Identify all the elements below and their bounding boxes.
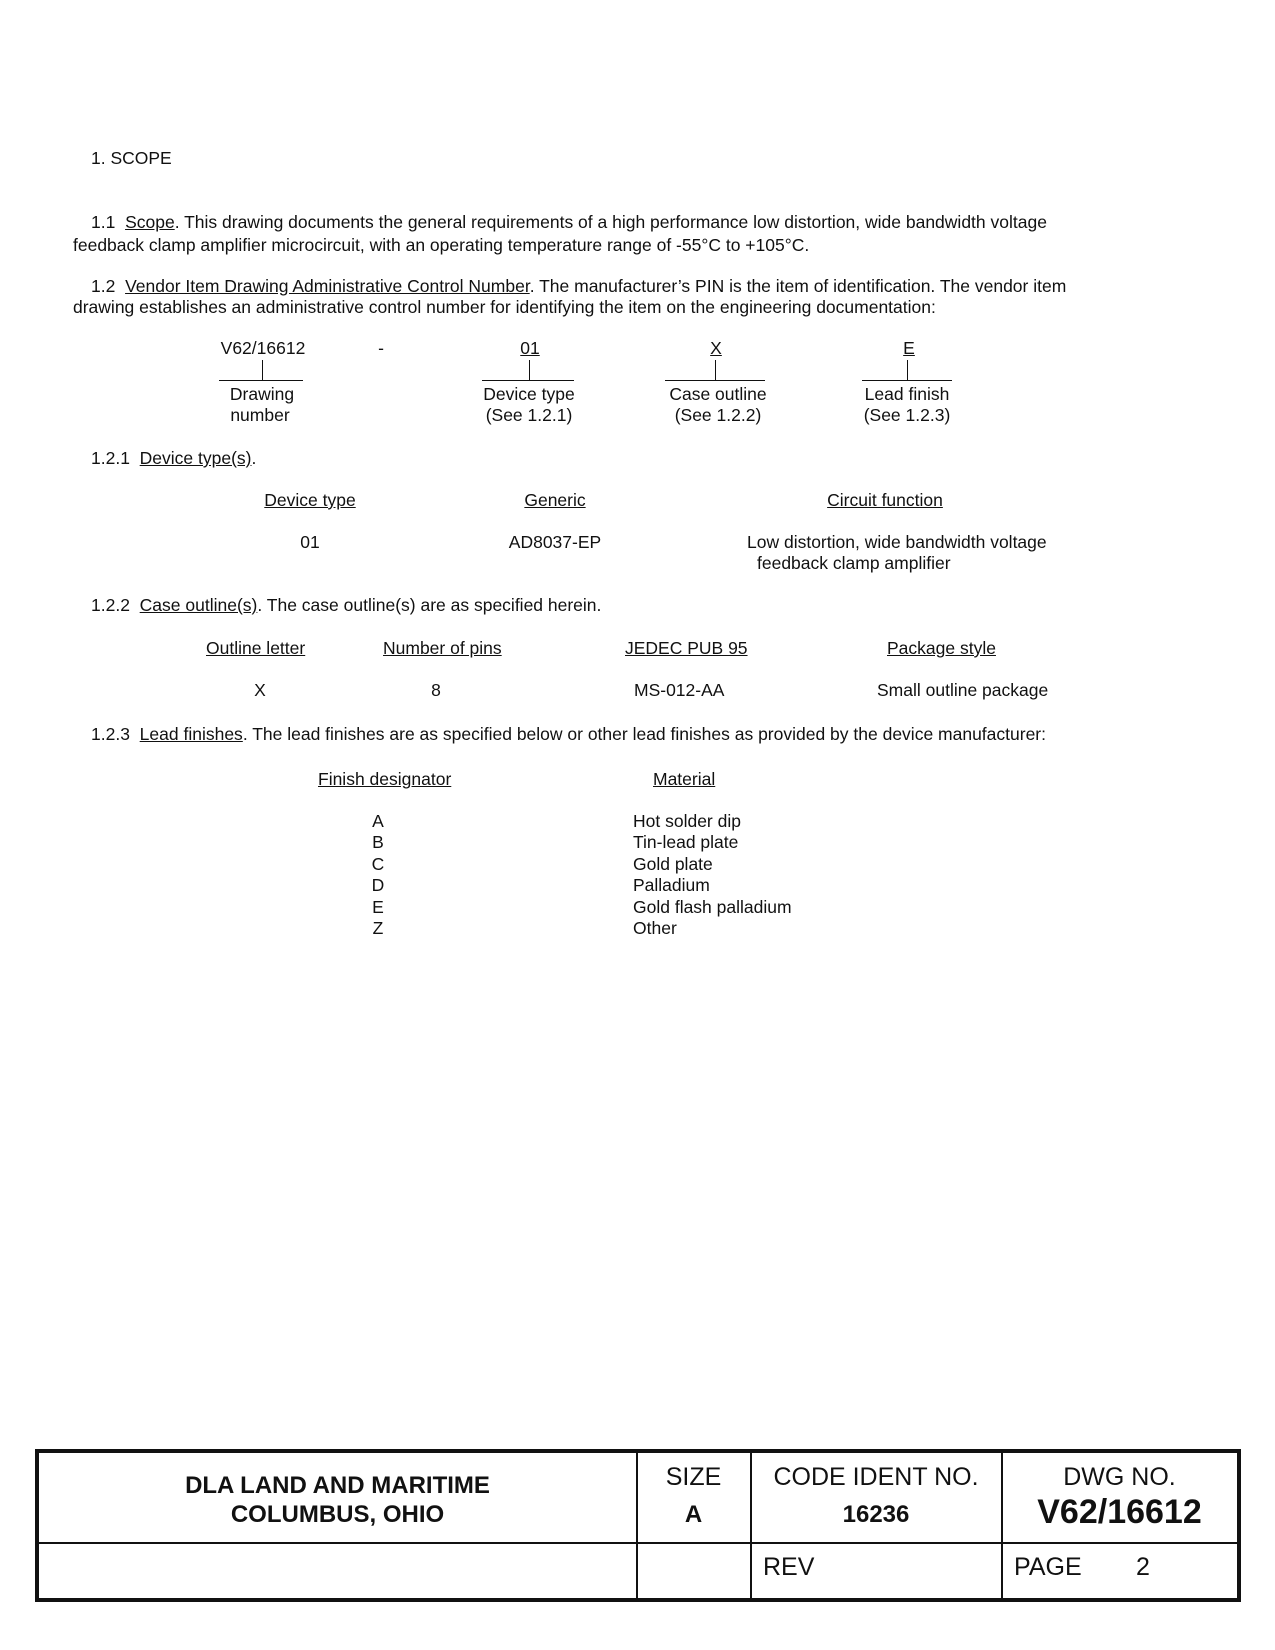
label-case-l1: Case outline xyxy=(669,384,767,404)
cell-material: Other xyxy=(633,918,677,938)
paragraph-title: Lead finishes xyxy=(139,724,243,744)
cell-designator: D xyxy=(371,875,385,895)
cell-designator: A xyxy=(372,811,384,831)
column-header: Circuit function xyxy=(827,490,943,510)
cell-material: Hot solder dip xyxy=(633,811,741,831)
bracket-lead-stem xyxy=(907,360,908,380)
title-block xyxy=(35,1449,1241,1602)
paragraph-1-2-line1 xyxy=(91,276,1066,297)
column-header: Number of pins xyxy=(383,638,502,658)
paragraph-text: . The lead finishes are as specified below or other lead finishes as provided by the device manufacturer: xyxy=(242,724,1047,744)
org-location: COLUMBUS, OHIO xyxy=(230,1501,445,1528)
column-header: Outline letter xyxy=(206,638,306,658)
cell-designator: Z xyxy=(372,918,384,938)
bracket-case-bar xyxy=(665,380,765,381)
paragraph-title: Vendor Item Drawing Administrative Control Number xyxy=(125,276,530,296)
cell-function-l2: feedback clamp amplifier xyxy=(757,553,951,573)
paragraph-1-2-line2: drawing establishes an administrative control number for identifying the item on the engineering documentation: xyxy=(73,297,936,317)
title-block-divider xyxy=(39,1542,1237,1544)
paragraph-1-2-3 xyxy=(91,724,1046,745)
code-ident-label: CODE IDENT NO. xyxy=(773,1463,979,1491)
paragraph-1-2-2 xyxy=(91,595,601,616)
cell-designator: C xyxy=(371,854,385,874)
cell-package-style: Small outline package xyxy=(877,680,1049,700)
label-drawing-l1: Drawing xyxy=(229,384,295,404)
cell-material: Tin-lead plate xyxy=(633,832,739,852)
pin-drawing-number: V62/16612 xyxy=(220,338,306,358)
paragraph-text: . This drawing documents the general requirements of a high performance low distortion, wide bandwidth voltage xyxy=(174,212,1047,232)
cell-material: Gold plate xyxy=(633,854,713,874)
bracket-drawing-stem xyxy=(262,360,263,380)
size-label: SIZE xyxy=(665,1463,722,1491)
column-header: Material xyxy=(653,769,716,789)
rev-label: REV xyxy=(763,1553,815,1581)
bracket-device-stem xyxy=(529,360,530,380)
pin-device-type: 01 xyxy=(520,338,540,358)
paragraph-title: Case outline(s) xyxy=(139,595,258,615)
paragraph-number: 1.1 xyxy=(91,212,116,232)
paragraph-text: . The case outline(s) are as specified herein. xyxy=(257,595,602,615)
org-name: DLA LAND AND MARITIME xyxy=(185,1472,490,1499)
paragraph-text: . The manufacturer’s PIN is the item of identification. The vendor item xyxy=(529,276,1067,296)
cell-designator: B xyxy=(372,832,384,852)
label-drawing-l2: number xyxy=(230,405,290,425)
cell-material: Gold flash palladium xyxy=(633,897,792,917)
bracket-drawing-bar xyxy=(219,380,303,381)
dwg-no-label: DWG NO. xyxy=(1063,1463,1176,1491)
paragraph-1-1-line1 xyxy=(91,212,1047,233)
size-value: A xyxy=(684,1501,703,1528)
column-header: Package style xyxy=(887,638,996,658)
bracket-device-bar xyxy=(482,380,574,381)
label-device-l2: (See 1.2.1) xyxy=(485,405,573,425)
label-case-l2: (See 1.2.2) xyxy=(674,405,762,425)
section-heading: 1. SCOPE xyxy=(91,148,172,168)
paragraph-text: . xyxy=(251,448,257,468)
paragraph-title: Scope xyxy=(125,212,175,232)
code-ident-value: 16236 xyxy=(842,1501,910,1528)
cell-designator: E xyxy=(372,897,384,917)
dwg-no-value: V62/16612 xyxy=(1037,1493,1202,1531)
page-number: 2 xyxy=(1136,1553,1150,1581)
bracket-lead-bar xyxy=(862,380,952,381)
paragraph-number: 1.2.3 xyxy=(91,724,130,744)
paragraph-number: 1.2.1 xyxy=(91,448,130,468)
column-header: JEDEC PUB 95 xyxy=(625,638,748,658)
column-header: Finish designator xyxy=(318,769,452,789)
cell-outline-letter: X xyxy=(254,680,266,700)
paragraph-title: Device type(s) xyxy=(139,448,252,468)
pin-case-outline: X xyxy=(710,338,722,358)
pin-lead-finish: E xyxy=(903,338,915,358)
cell-material: Palladium xyxy=(633,875,710,895)
label-lead-l1: Lead finish xyxy=(864,384,950,404)
pin-dash: - xyxy=(378,338,384,358)
paragraph-number: 1.2.2 xyxy=(91,595,130,615)
cell-function-l1: Low distortion, wide bandwidth voltage xyxy=(747,532,1047,552)
column-header: Device type xyxy=(264,490,356,510)
cell-jedec: MS-012-AA xyxy=(634,680,725,700)
cell-generic: AD8037-EP xyxy=(508,532,602,552)
bracket-case-stem xyxy=(715,360,716,380)
paragraph-1-1-line2: feedback clamp amplifier microcircuit, with an operating temperature range of -55°C to +105°C. xyxy=(73,235,810,255)
page-label: PAGE xyxy=(1014,1553,1082,1581)
cell-device-type: 01 xyxy=(300,532,320,552)
paragraph-1-2-1 xyxy=(91,448,256,469)
cell-pins: 8 xyxy=(431,680,441,700)
column-header: Generic xyxy=(524,490,586,510)
label-device-l1: Device type xyxy=(483,384,575,404)
paragraph-number: 1.2 xyxy=(91,276,116,296)
label-lead-l2: (See 1.2.3) xyxy=(863,405,951,425)
